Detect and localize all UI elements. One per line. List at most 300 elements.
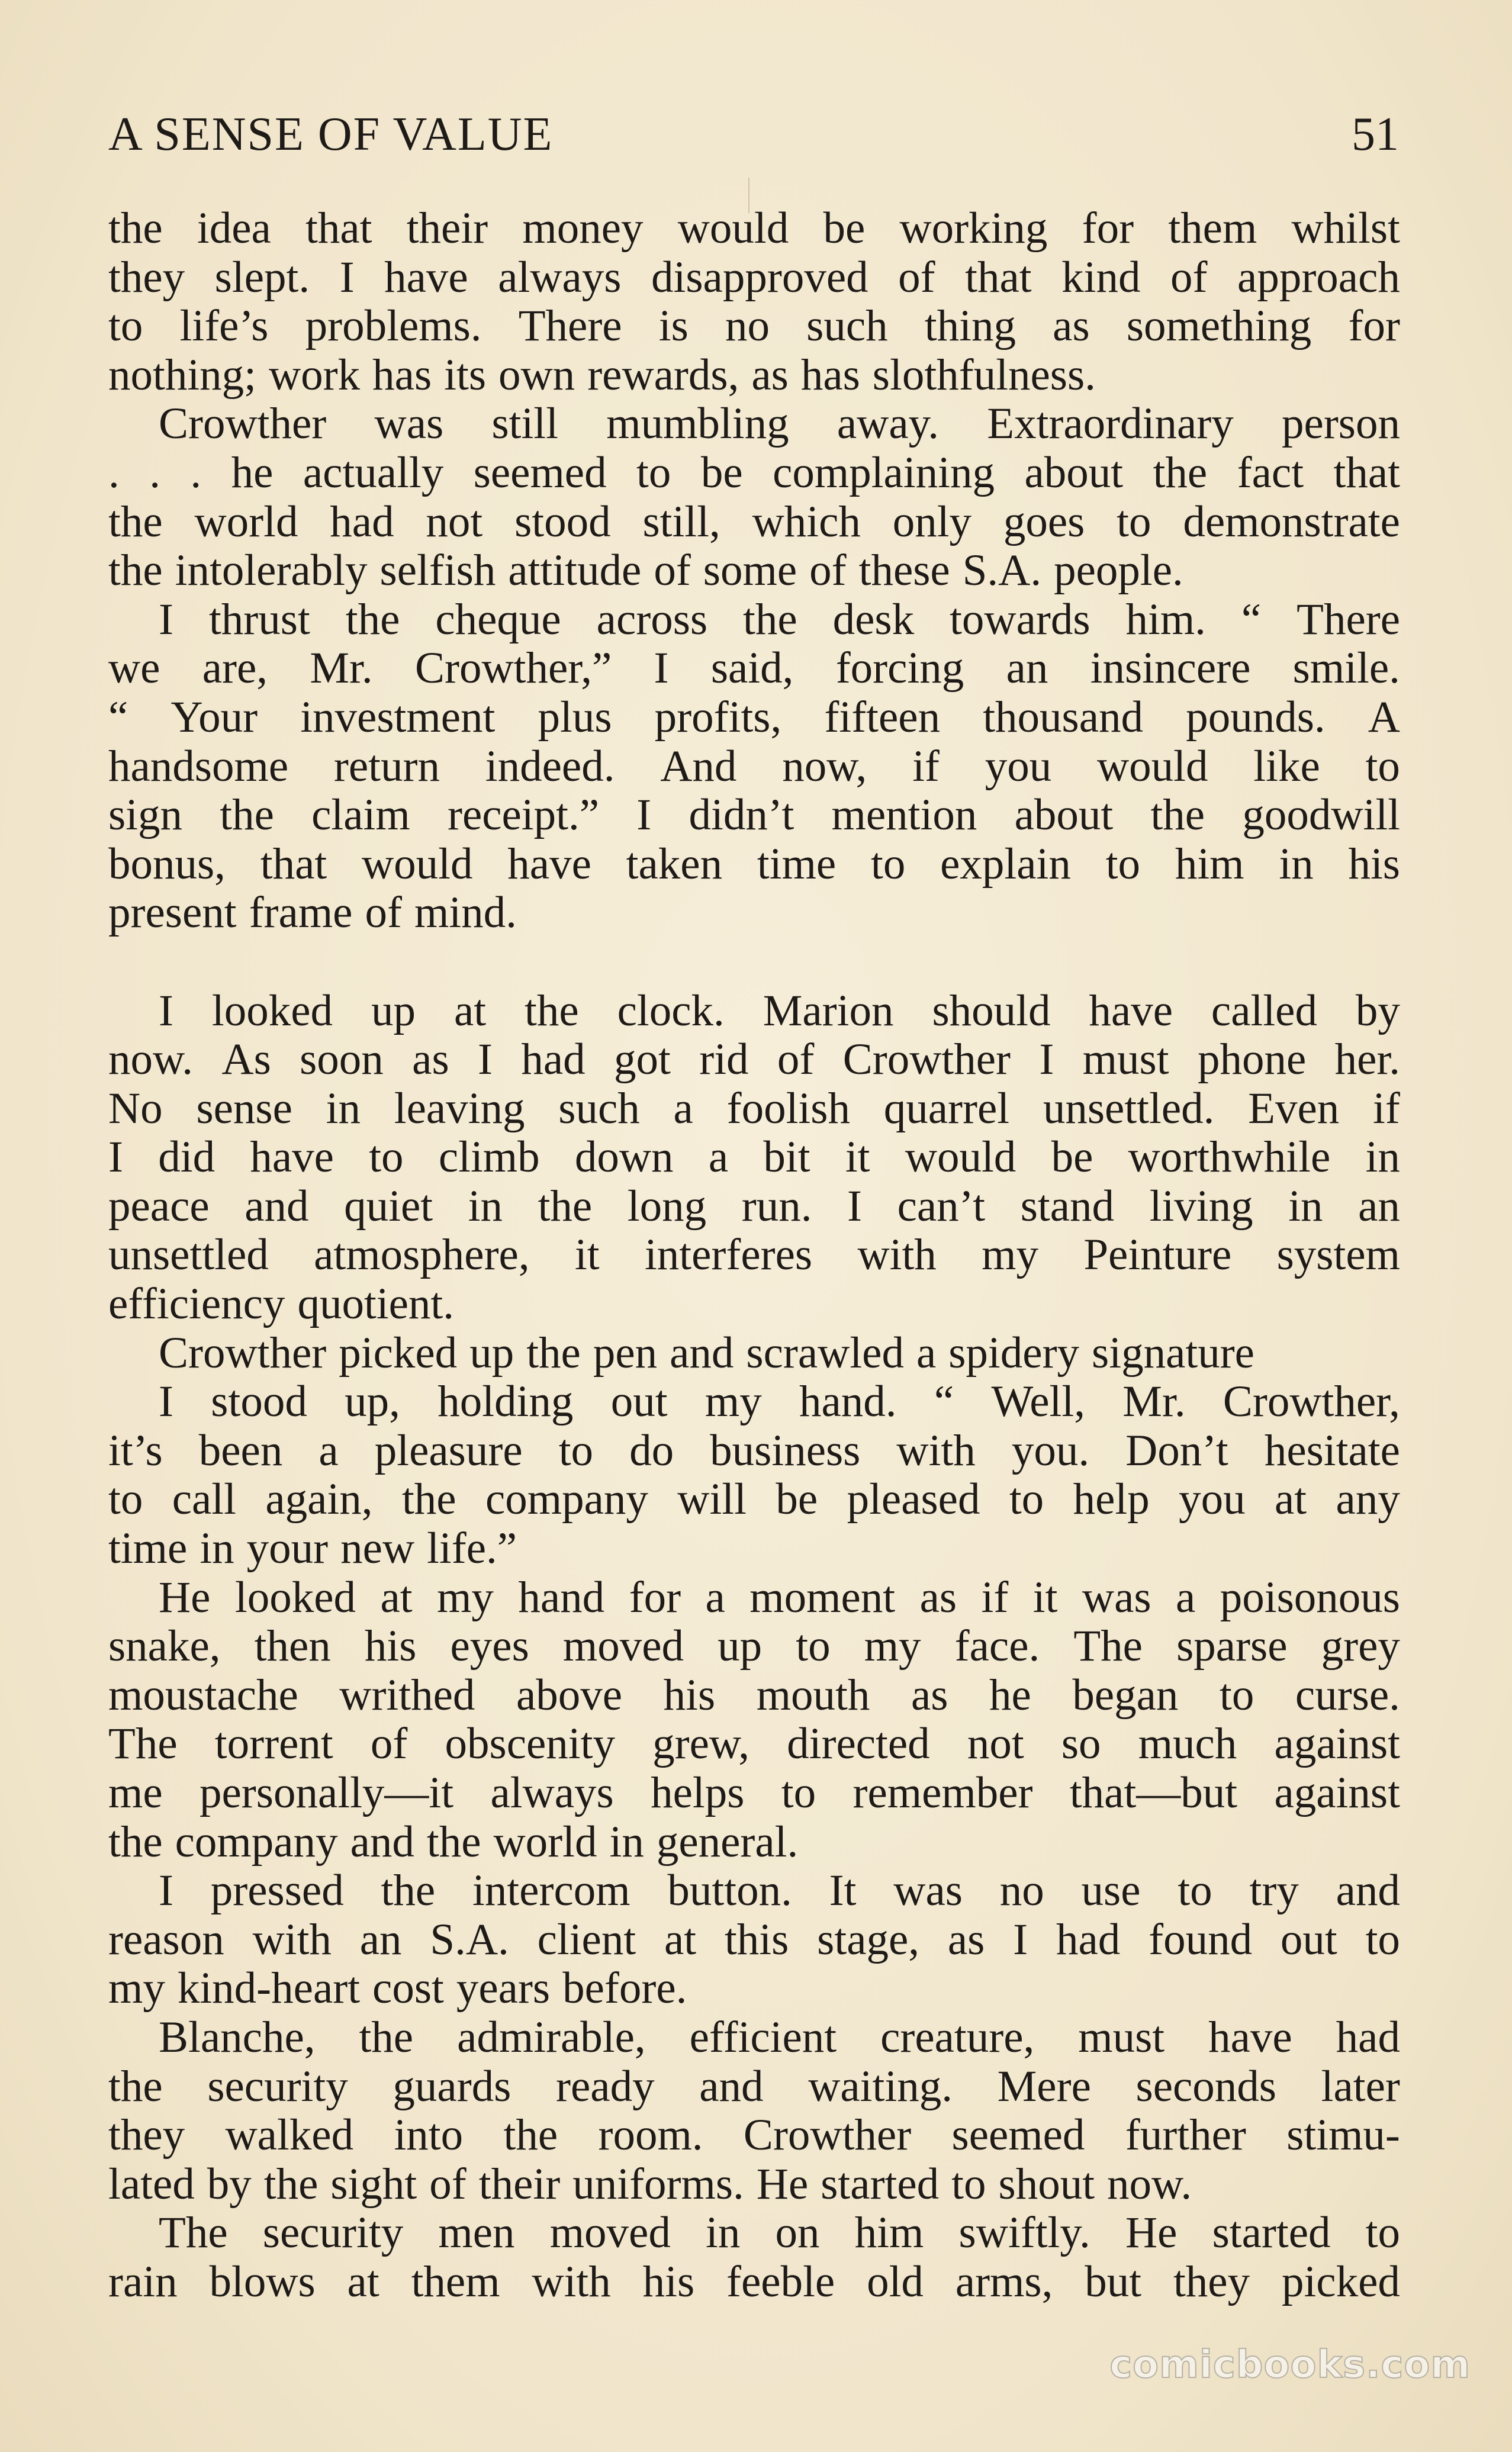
word: directed (787, 1719, 930, 1769)
word: in (609, 1817, 644, 1867)
word: be (1051, 1132, 1093, 1182)
word: a (705, 1572, 725, 1622)
word: business (710, 1425, 861, 1475)
text-line (108, 2111, 1400, 2160)
word: to (1365, 1914, 1400, 1964)
word: Crowther (159, 399, 327, 449)
word: No (108, 1083, 163, 1133)
word: spidery (948, 1328, 1080, 1378)
word: found (1149, 1914, 1253, 1964)
word: I (654, 643, 669, 693)
word: climb (438, 1132, 540, 1182)
text-line (108, 204, 1400, 253)
word: Mere (997, 2061, 1091, 2111)
word: time (108, 1524, 188, 1573)
word: have (1089, 986, 1173, 1035)
word: lated (108, 2159, 195, 2209)
word: to (636, 448, 671, 497)
word: an (1006, 643, 1048, 693)
word: present (108, 888, 237, 938)
word: any (1336, 1475, 1400, 1524)
word: of (365, 888, 402, 938)
word: had (1056, 1914, 1121, 1964)
word: with (532, 2257, 611, 2306)
word: it (574, 1230, 600, 1280)
word: Crowther, (1223, 1377, 1400, 1427)
word: complaining (773, 448, 995, 497)
word: pen (593, 1328, 658, 1378)
word: such (558, 1083, 640, 1133)
text-line (108, 693, 1400, 742)
word: . (190, 448, 202, 497)
paragraph (108, 2013, 1400, 2209)
word: I (159, 986, 173, 1035)
word: against (1274, 1768, 1400, 1817)
word: quiet (344, 1181, 433, 1231)
word: explain (940, 839, 1071, 889)
word: the (359, 2012, 414, 2062)
word: the (503, 2110, 558, 2160)
word: personally—it (200, 1768, 454, 1817)
word: the (108, 497, 163, 546)
word: to (796, 1621, 831, 1671)
paragraph-gap (108, 938, 1400, 987)
word: if (981, 1572, 1009, 1622)
word: I (1013, 1914, 1028, 1964)
word: said, (710, 643, 794, 693)
word: helps (651, 1768, 745, 1817)
text-line (108, 1671, 1400, 1720)
word: “ (1241, 594, 1262, 644)
word: can’t (897, 1181, 986, 1231)
word: with (857, 1230, 937, 1280)
word: a (673, 1083, 693, 1133)
word: to (558, 1425, 594, 1475)
word: room. (598, 2110, 703, 2160)
word: that (965, 252, 1032, 302)
word: I (478, 1035, 493, 1085)
word: out (1280, 1914, 1337, 1964)
word: the (743, 594, 797, 644)
word: the (220, 790, 274, 840)
word: worthwhile (1128, 1132, 1331, 1182)
word: further (1125, 2110, 1246, 2160)
text-line (108, 253, 1400, 303)
word: I (847, 1181, 863, 1231)
word: “ (108, 692, 128, 742)
word: do (629, 1425, 674, 1475)
text-line (108, 1475, 1400, 1524)
word: the (401, 1475, 456, 1524)
word: his (642, 2257, 695, 2306)
word: the (426, 1817, 481, 1867)
word: was (893, 1866, 963, 1916)
paragraph (108, 987, 1400, 1329)
word: about (1014, 790, 1114, 840)
page-header (108, 108, 1399, 173)
word: about (1024, 448, 1124, 497)
word: a (319, 1425, 339, 1475)
word: it’s (108, 1425, 163, 1475)
word: me (108, 1768, 163, 1817)
word: should (932, 986, 1051, 1035)
word: of (898, 252, 935, 302)
text-line (108, 302, 1400, 351)
word: uniforms. (572, 2159, 744, 2209)
word: the (381, 1866, 436, 1916)
word: snake, (108, 1621, 221, 1671)
word: an (359, 1914, 402, 1964)
word: away. (837, 399, 939, 449)
word: men (438, 2208, 515, 2258)
word: if (1373, 1083, 1400, 1133)
word: above (516, 1670, 623, 1720)
word: old (867, 2257, 924, 2306)
word: holding (437, 1377, 574, 1427)
word: obscenity (445, 1719, 615, 1769)
word: A (1368, 692, 1400, 742)
word: client (537, 1914, 636, 1964)
word: walked (225, 2110, 354, 2160)
text-line (108, 2013, 1400, 2062)
word: did (158, 1132, 215, 1182)
word: grey (1321, 1621, 1400, 1671)
word: security (207, 2061, 348, 2111)
word: moved (562, 1621, 684, 1671)
word: the (525, 986, 579, 1035)
word: attitude (508, 546, 642, 596)
word: is (658, 301, 689, 351)
word: at (453, 986, 487, 1035)
word: picked (1281, 2257, 1400, 2306)
word: mouth (756, 1670, 870, 1720)
word: them (1168, 204, 1257, 253)
word: such (806, 301, 888, 351)
word: years (456, 1964, 551, 2013)
word: shout (998, 2159, 1095, 2209)
word: of (654, 546, 691, 596)
word: my (108, 1964, 165, 2013)
word: swiftly. (958, 2208, 1090, 2258)
word: cost (372, 1964, 444, 2013)
word: actually (303, 448, 444, 497)
word: at (380, 1572, 413, 1622)
word: goodwill (1242, 790, 1400, 840)
word: fact (1237, 448, 1304, 497)
word: admirable, (457, 2012, 646, 2062)
word: would (1096, 741, 1208, 791)
word: kind (1061, 252, 1141, 302)
text-line (108, 742, 1400, 791)
text-line (108, 546, 1400, 596)
word: Mr. (310, 643, 373, 693)
word: ready (556, 2061, 655, 2111)
text-line (108, 1231, 1400, 1280)
word: and (1336, 1866, 1400, 1916)
word: call (172, 1475, 236, 1524)
word: hesitate (1264, 1425, 1400, 1475)
word: as (919, 1572, 957, 1622)
word: There (518, 301, 622, 351)
word: if (912, 741, 940, 791)
text-line (108, 498, 1400, 547)
word: He (159, 1572, 211, 1622)
word: mind. (414, 888, 517, 938)
word: to (1178, 1866, 1212, 1916)
word: to (1365, 741, 1400, 791)
word: of (429, 2159, 467, 2209)
word: you (1179, 1475, 1246, 1524)
word: Well, (991, 1377, 1085, 1427)
text-line (108, 1280, 1400, 1329)
word: my (704, 1377, 762, 1427)
page-number: 51 (1352, 108, 1399, 160)
paragraph (108, 596, 1400, 938)
word: at (1275, 1475, 1307, 1524)
text-line (108, 840, 1400, 889)
word: he (989, 1670, 1031, 1720)
word: now. (108, 1035, 194, 1085)
word: and (699, 2061, 764, 2111)
word: was (374, 399, 444, 449)
word: poisonous (1220, 1572, 1400, 1622)
word: money (522, 204, 644, 253)
word: I (159, 594, 173, 644)
word: much (1138, 1719, 1237, 1769)
word: insincere (1090, 643, 1251, 693)
word: would (677, 204, 789, 253)
word: my (864, 1621, 921, 1671)
word: your (246, 1524, 329, 1573)
word: cheque (435, 594, 561, 644)
text-line (108, 1378, 1400, 1427)
paragraph (108, 1573, 1400, 1867)
word: against (1274, 1719, 1400, 1769)
text-line (108, 400, 1400, 449)
text-line (108, 1182, 1400, 1231)
word: rid (699, 1035, 749, 1085)
word: stood (211, 1377, 307, 1427)
word: Crowther (159, 1328, 327, 1378)
word: pleased (847, 1475, 980, 1524)
word: have (250, 1132, 334, 1182)
word: the (345, 594, 400, 644)
word: signature (1092, 1328, 1254, 1378)
text-line (108, 2160, 1400, 2209)
word: a (708, 1132, 729, 1182)
word: have (1208, 2012, 1292, 2062)
word: had (521, 1035, 586, 1085)
word: Peinture (1083, 1230, 1232, 1280)
word: out (610, 1377, 668, 1427)
word: plus (538, 692, 612, 742)
word: in (1279, 839, 1314, 889)
word: long (627, 1181, 707, 1231)
word: stage, (817, 1914, 920, 1964)
word: to (108, 301, 143, 351)
word: the (108, 1817, 163, 1867)
text-line (108, 1818, 1400, 1867)
word: these (858, 546, 950, 596)
word: button. (667, 1866, 792, 1916)
word: in (326, 1083, 361, 1133)
word: my (437, 1572, 494, 1622)
word: general. (656, 1817, 799, 1867)
word: run. (741, 1181, 812, 1231)
text-line (108, 889, 1400, 938)
word: reason (108, 1914, 224, 1964)
word: some (703, 546, 797, 596)
word: quarrel (883, 1083, 1010, 1133)
word: receipt.” (447, 790, 600, 840)
word: you (985, 741, 1052, 791)
word: hand. (799, 1377, 897, 1427)
word: the (108, 546, 163, 596)
word: in (200, 1524, 234, 1573)
word: that (305, 204, 372, 253)
word: that (260, 839, 327, 889)
word: return (333, 741, 440, 791)
paragraph (108, 1867, 1400, 2013)
word: soon (300, 1035, 384, 1085)
word: foolish (726, 1083, 850, 1133)
word: no (999, 1866, 1044, 1916)
word: be (776, 1475, 818, 1524)
word: own (498, 350, 575, 400)
word: we (108, 643, 160, 693)
word: then (254, 1621, 331, 1671)
word: thrust (208, 594, 310, 644)
word: as (947, 1914, 985, 1964)
paragraph (108, 204, 1400, 400)
word: system (1276, 1230, 1400, 1280)
word: as (751, 350, 789, 400)
word: had (330, 497, 394, 546)
word: something (1126, 301, 1312, 351)
body-text (108, 204, 1400, 2307)
text-line (108, 449, 1400, 498)
word: of (809, 546, 847, 596)
word: they (1173, 2257, 1250, 2306)
word: mumbling (606, 399, 789, 449)
word: called (1211, 986, 1317, 1035)
word: working (899, 204, 1048, 253)
word: his (663, 1670, 716, 1720)
text-line (108, 1133, 1400, 1182)
word: so (1061, 1719, 1101, 1769)
word: its (444, 350, 487, 400)
word: new (340, 1524, 415, 1573)
word: to (781, 1768, 816, 1817)
word: but (1085, 2257, 1142, 2306)
text-line (108, 1769, 1400, 1818)
word: moved (549, 2208, 671, 2258)
word: scrawled (746, 1328, 904, 1378)
watermark: comicbooks.com (1109, 2343, 1471, 2387)
word: desk (832, 594, 915, 644)
word: to (1009, 1475, 1044, 1524)
word: thing (924, 301, 1016, 351)
word: in (1288, 1181, 1323, 1231)
word: seemed (473, 448, 607, 497)
word: thousand (983, 692, 1144, 742)
word: still, (642, 497, 720, 546)
text-line (108, 1573, 1400, 1623)
word: efficient (689, 2012, 837, 2062)
paragraph (108, 1329, 1400, 1378)
word: profits, (654, 692, 782, 742)
word: still (491, 399, 558, 449)
word: at (347, 2257, 379, 2306)
word: world (194, 497, 298, 546)
word: them (411, 2257, 500, 2306)
word: to (1117, 497, 1151, 546)
word: to (108, 1475, 143, 1524)
word: has (800, 350, 860, 400)
word: across (596, 594, 708, 644)
word: it (845, 1132, 870, 1182)
word: I (108, 1132, 123, 1182)
word: life.” (427, 1524, 517, 1573)
word: to (951, 2159, 986, 2209)
word: pressed (210, 1866, 344, 1916)
word: world (493, 1817, 597, 1867)
word: company (175, 1817, 338, 1867)
word: like (1253, 741, 1320, 791)
word: not (967, 1719, 1024, 1769)
word: stimu- (1286, 2110, 1400, 2160)
word: moment (749, 1572, 896, 1622)
word: eyes (450, 1621, 529, 1671)
word: unsettled (108, 1230, 269, 1280)
word: nothing; (108, 350, 257, 400)
word: seconds (1135, 2061, 1276, 2111)
word: investment (300, 692, 496, 742)
word: Extraordinary (987, 399, 1234, 449)
word: with (896, 1425, 976, 1475)
word: started (1212, 2208, 1331, 2258)
word: rain (108, 2257, 178, 2306)
word: with (252, 1914, 332, 1964)
word: efficiency (108, 1279, 285, 1329)
word: unsettled. (1043, 1083, 1215, 1133)
word: as (412, 1035, 449, 1085)
word: mention (831, 790, 977, 840)
word: to (1220, 1670, 1254, 1720)
word: It (829, 1866, 857, 1916)
word: leaving (394, 1083, 525, 1133)
word: He (1125, 2208, 1178, 2258)
word: curse. (1295, 1670, 1400, 1720)
word: for (1082, 204, 1134, 253)
word: sign (108, 790, 183, 840)
word: taken (626, 839, 723, 889)
text-line (108, 1035, 1400, 1085)
word: the (538, 1181, 593, 1231)
word: as (911, 1670, 948, 1720)
word: looked (211, 986, 333, 1035)
word: slept. (214, 252, 310, 302)
word: moustache (108, 1670, 298, 1720)
word: to (871, 839, 906, 889)
word: towards (950, 594, 1090, 644)
word: idea (197, 204, 271, 253)
word: her. (1334, 1035, 1400, 1085)
word: of (777, 1035, 815, 1085)
word: the (108, 2061, 163, 2111)
text-line (108, 1720, 1400, 1769)
word: they (108, 2110, 185, 2160)
